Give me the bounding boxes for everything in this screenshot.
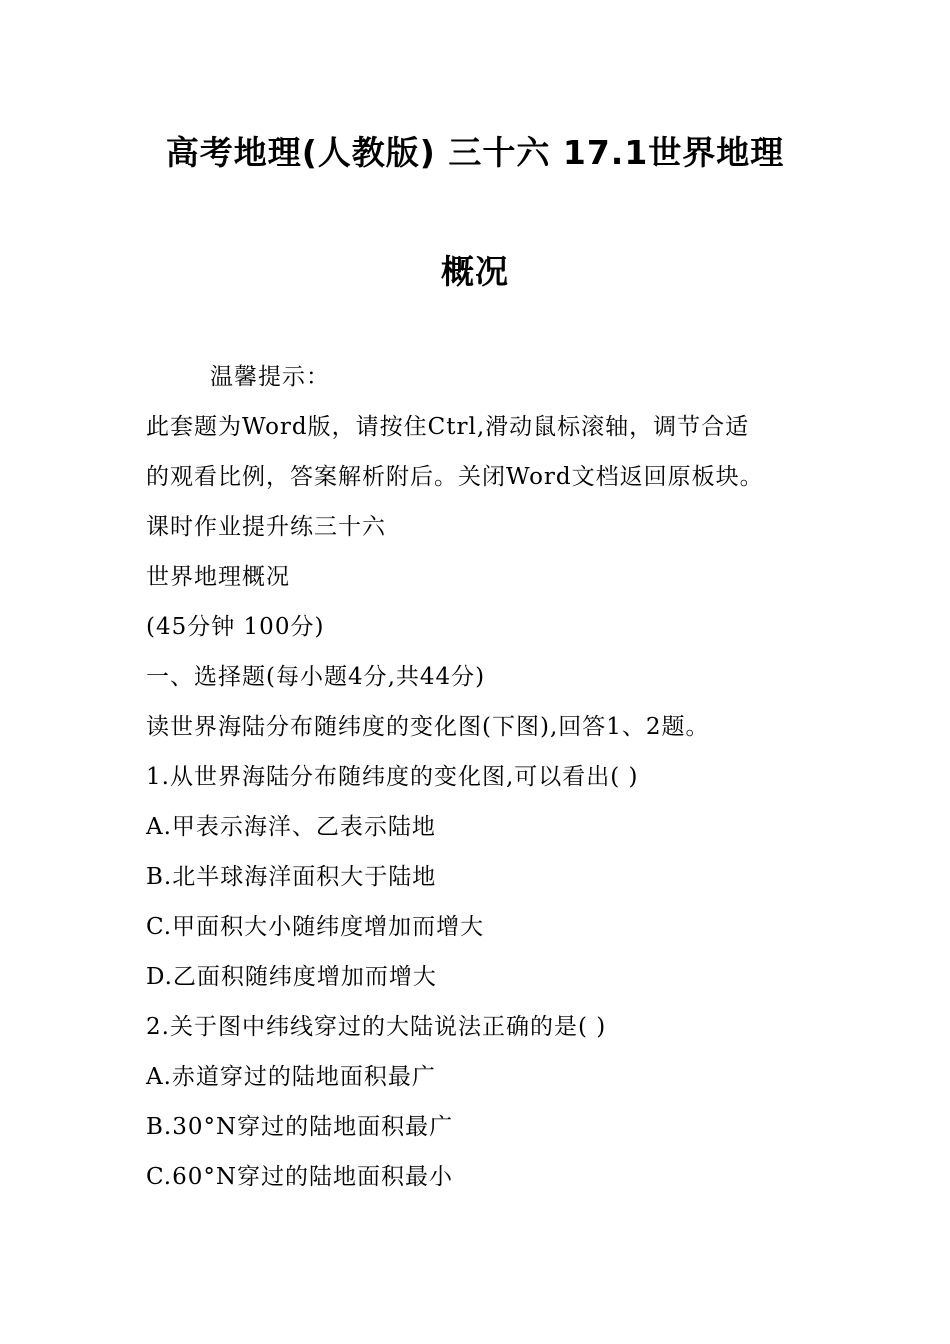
section-name: 课时作业提升练三十六: [146, 514, 386, 540]
question-1-option-b: B.北半球海洋面积大于陆地: [146, 864, 437, 890]
question-2-stem: 2.关于图中纬线穿过的大陆说法正确的是( ): [146, 1014, 607, 1040]
question-1-option-d: D.乙面积随纬度增加而增大: [146, 964, 437, 990]
part-heading: 一、选择题(每小题4分,共44分): [146, 664, 486, 690]
question-1-option-c: C.甲面积大小随纬度增加而增大: [146, 914, 485, 940]
tip-text-line-2: 的观看比例，答案解析附后。关闭Word文档返回原板块。: [146, 464, 764, 490]
topic-heading: 世界地理概况: [146, 564, 290, 590]
question-2-option-c: C.60°N穿过的陆地面积最小: [146, 1164, 453, 1190]
question-intro: 读世界海陆分布随纬度的变化图(下图),回答1、2题。: [146, 714, 710, 740]
question-2-option-a: A.赤道穿过的陆地面积最广: [146, 1064, 436, 1090]
document-title-line-2: 概况: [441, 252, 509, 291]
tip-label: 温馨提示：: [210, 364, 330, 390]
question-1-option-a: A.甲表示海洋、乙表示陆地: [146, 814, 436, 840]
time-score-info: (45分钟 100分): [146, 614, 325, 640]
document-title-line-1: 高考地理(人教版) 三十六 17.1世界地理: [165, 133, 785, 172]
question-2-option-b: B.30°N穿过的陆地面积最广: [146, 1114, 454, 1140]
tip-text-line-1: 此套题为Word版，请按住Ctrl,滑动鼠标滚轴，调节合适: [146, 414, 750, 440]
question-1-stem: 1.从世界海陆分布随纬度的变化图,可以看出( ): [146, 764, 639, 790]
